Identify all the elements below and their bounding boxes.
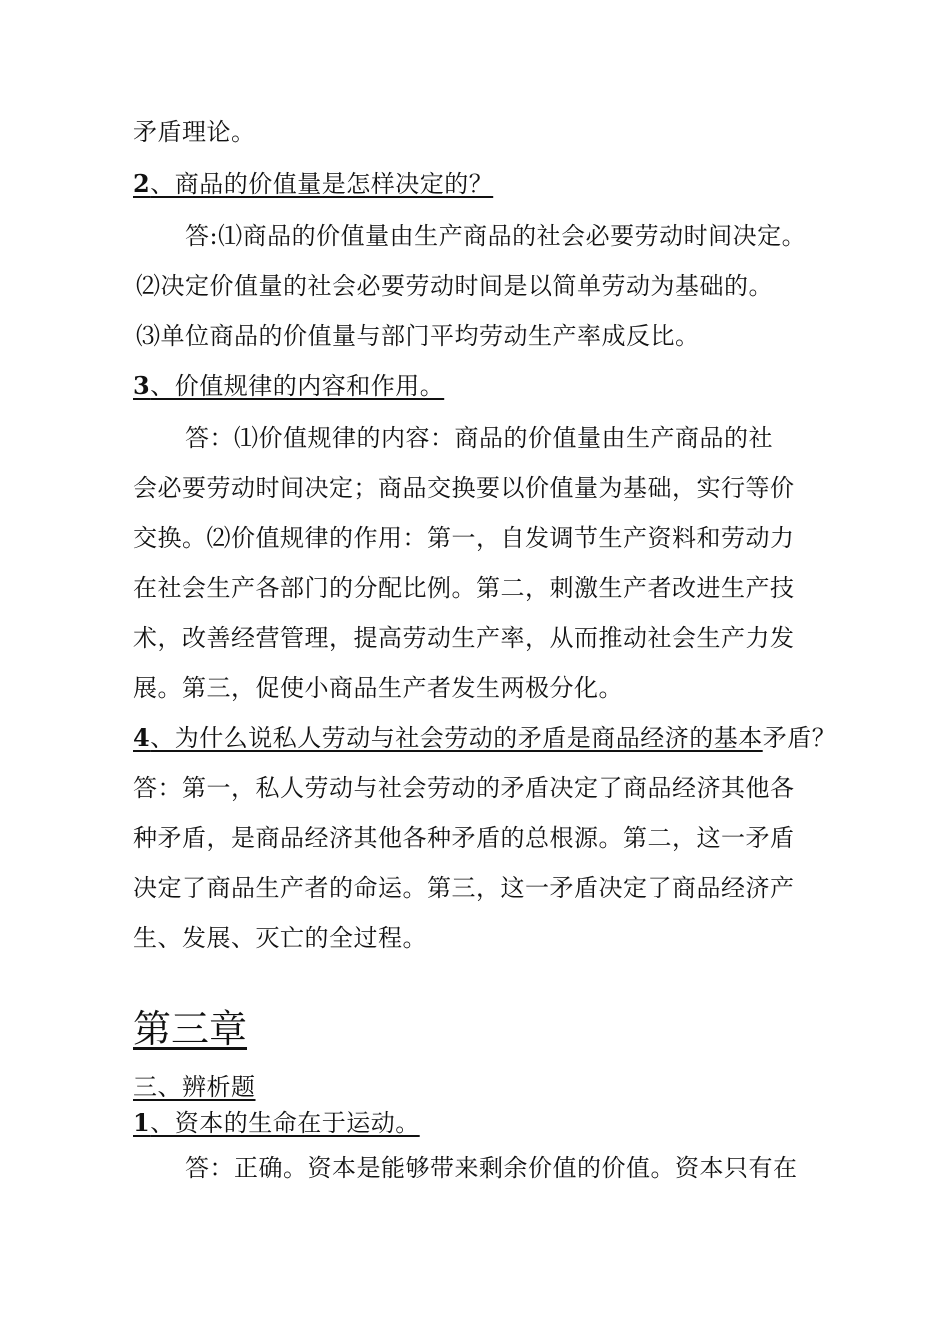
question-1 bbox=[133, 1108, 420, 1138]
answer-line: 答：第一，私人劳动与社会劳动的矛盾决定了商品经济其他各 bbox=[133, 774, 795, 802]
answer-line: 术，改善经营管理，提高劳动生产率，从而推动社会生产力发 bbox=[133, 624, 795, 652]
question-4 bbox=[133, 723, 836, 753]
answer-line: 答:⑴商品的价值量由生产商品的社会必要劳动时间决定。 bbox=[185, 222, 807, 250]
question-text: 、价值规律的内容和作用。 bbox=[150, 372, 445, 400]
question-number: 3 bbox=[133, 371, 151, 400]
answer-line: 生、发展、灭亡的全过程。 bbox=[133, 924, 427, 952]
answer-line: 种矛盾，是商品经济其他各种矛盾的总根源。第二，这一矛盾 bbox=[133, 824, 795, 852]
answer-line: 决定了商品生产者的命运。第三，这一矛盾决定了商品经济产 bbox=[133, 874, 795, 902]
question-text: 、商品的价值量是怎样决定的？ bbox=[150, 170, 494, 198]
answer-line: 展。第三，促使小商品生产者发生两极分化。 bbox=[133, 674, 623, 702]
question-number: 1 bbox=[133, 1108, 151, 1137]
answer-line: 答：⑴价值规律的内容：商品的价值量由生产商品的社 bbox=[185, 424, 773, 452]
answer-line: 在社会生产各部门的分配比例。第二，刺激生产者改进生产技 bbox=[133, 574, 795, 602]
section-heading: 三、辨析题 bbox=[133, 1073, 256, 1101]
answer-line: ⑵决定价值量的社会必要劳动时间是以简单劳动为基础的。 bbox=[136, 272, 773, 300]
question-text: 、为什么说私人劳动与社会劳动的矛盾是商品经济的基本 bbox=[150, 724, 763, 752]
question-tail: 矛盾？ bbox=[762, 724, 837, 752]
answer-line: 会必要劳动时间决定；商品交换要以价值量为基础，实行等价 bbox=[133, 474, 795, 502]
paragraph-line: 矛盾理论。 bbox=[133, 118, 256, 146]
answer-line: 交换。⑵价值规律的作用：第一，自发调节生产资料和劳动力 bbox=[133, 524, 795, 552]
question-2 bbox=[133, 169, 493, 199]
chapter-heading: 第三章 bbox=[133, 1007, 248, 1051]
question-number: 2 bbox=[133, 169, 151, 198]
question-text: 、资本的生命在于运动。 bbox=[150, 1109, 420, 1137]
question-3 bbox=[133, 371, 444, 401]
question-number: 4 bbox=[133, 723, 151, 752]
answer-line: ⑶单位商品的价值量与部门平均劳动生产率成反比。 bbox=[136, 322, 700, 350]
answer-line: 答：正确。资本是能够带来剩余价值的价值。资本只有在 bbox=[185, 1154, 798, 1182]
